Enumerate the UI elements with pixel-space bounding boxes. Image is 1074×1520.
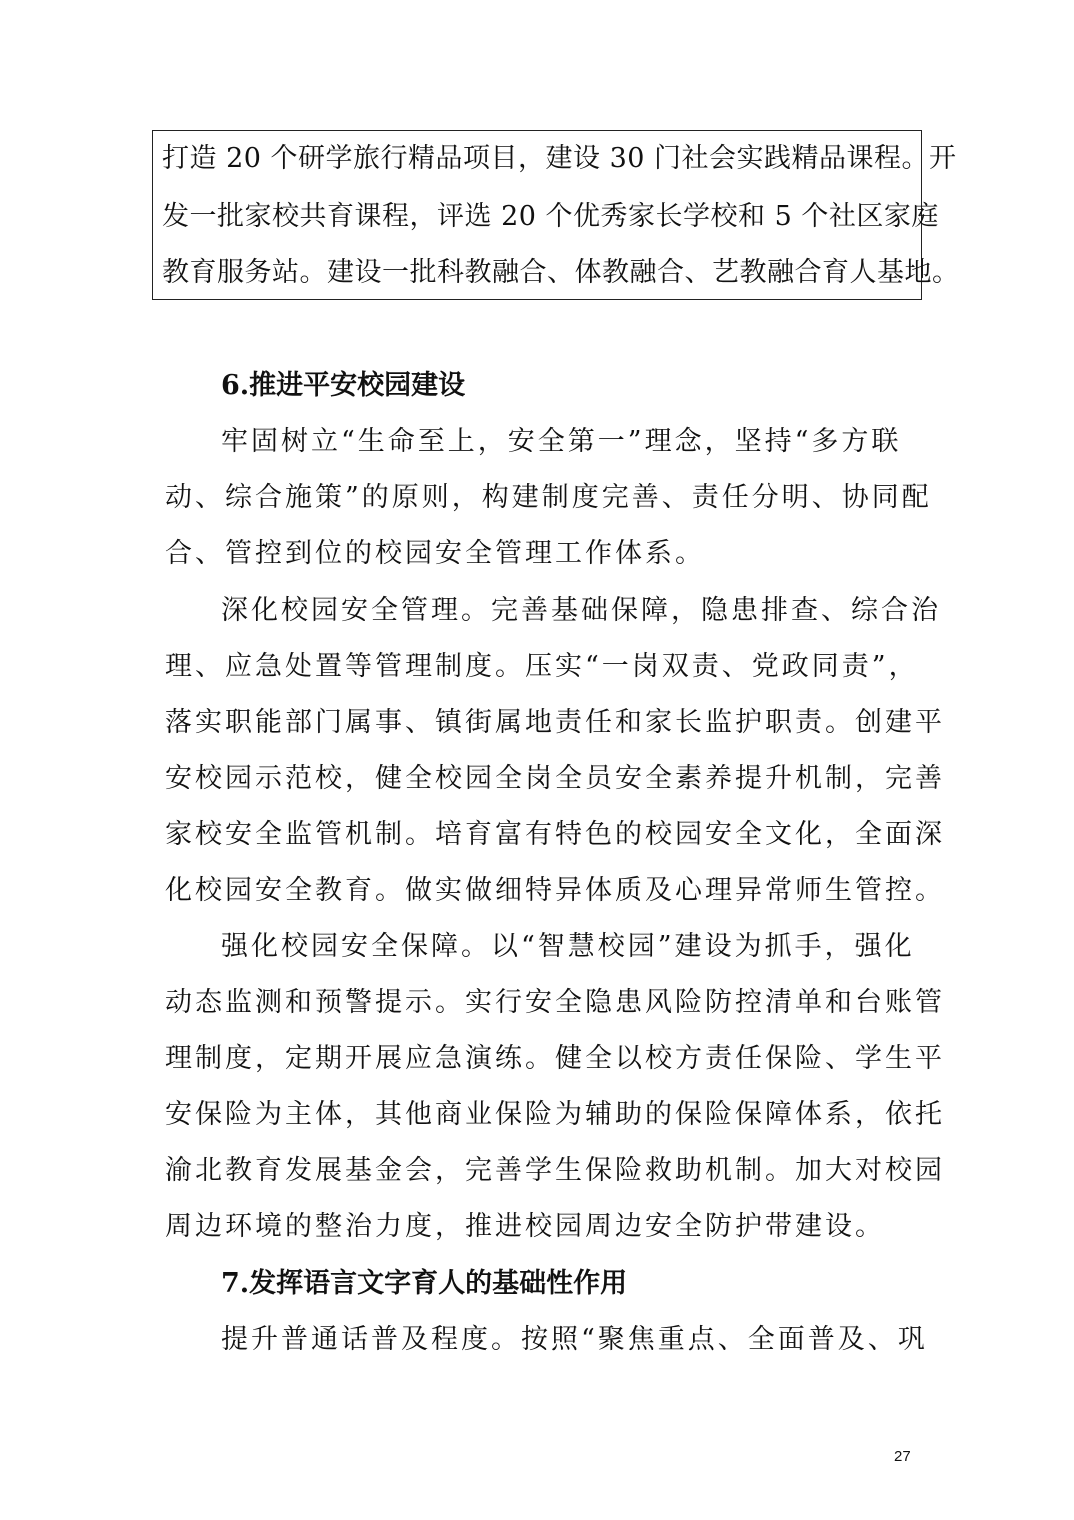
paragraph-line: 动、综合施策”的原则，构建制度完善、责任分明、协同配 xyxy=(165,482,932,513)
paragraph-line: 强化校园安全保障。以“智慧校园”建设为抓手，强化 xyxy=(221,931,915,962)
paragraph-line: 化校园安全教育。做实做细特异体质及心理异常师生管控。 xyxy=(165,875,945,906)
paragraph-line: 安保险为主体，其他商业保险为辅助的保险保障体系，依托 xyxy=(165,1099,945,1130)
section-heading: 6.推进平安校园建设 xyxy=(221,370,466,401)
paragraph-line: 安校园示范校，健全校园全岗全员安全素养提升机制，完善 xyxy=(165,763,945,794)
section-heading: 7.发挥语言文字育人的基础性作用 xyxy=(221,1268,628,1299)
paragraph-line: 合、管控到位的校园安全管理工作体系。 xyxy=(165,538,705,569)
paragraph-line: 理、应急处置等管理制度。压实“一岗双责、党政同责”， xyxy=(165,651,919,682)
paragraph-line: 动态监测和预警提示。实行安全隐患风险防控清单和台账管 xyxy=(165,987,945,1018)
paragraph-line: 落实职能部门属事、镇街属地责任和家长监护职责。创建平 xyxy=(165,707,945,738)
paragraph-line: 渝北教育发展基金会，完善学生保险救助机制。加大对校园 xyxy=(165,1155,945,1186)
box-line: 打造 20 个研学旅行精品项目，建设 30 门社会实践精品课程。开 xyxy=(162,143,957,174)
paragraph-line: 提升普通话普及程度。按照“聚焦重点、全面普及、巩 xyxy=(221,1324,928,1355)
paragraph-line: 家校安全监管机制。培育富有特色的校园安全文化，全面深 xyxy=(165,819,945,850)
paragraph-line: 周边环境的整治力度，推进校园周边安全防护带建设。 xyxy=(165,1211,885,1242)
paragraph-line: 牢固树立“生命至上，安全第一”理念，坚持“多方联 xyxy=(221,426,902,457)
box-line: 发一批家校共育课程，评选 20 个优秀家长学校和 5 个社区家庭 xyxy=(162,201,939,232)
paragraph-line: 深化校园安全管理。完善基础保障，隐患排查、综合治 xyxy=(221,595,941,626)
paragraph-line: 理制度，定期开展应急演练。健全以校方责任保险、学生平 xyxy=(165,1043,945,1074)
box-line: 教育服务站。建设一批科教融合、体教融合、艺教融合育人基地。 xyxy=(162,257,960,288)
page-number: 27 xyxy=(894,1448,911,1465)
